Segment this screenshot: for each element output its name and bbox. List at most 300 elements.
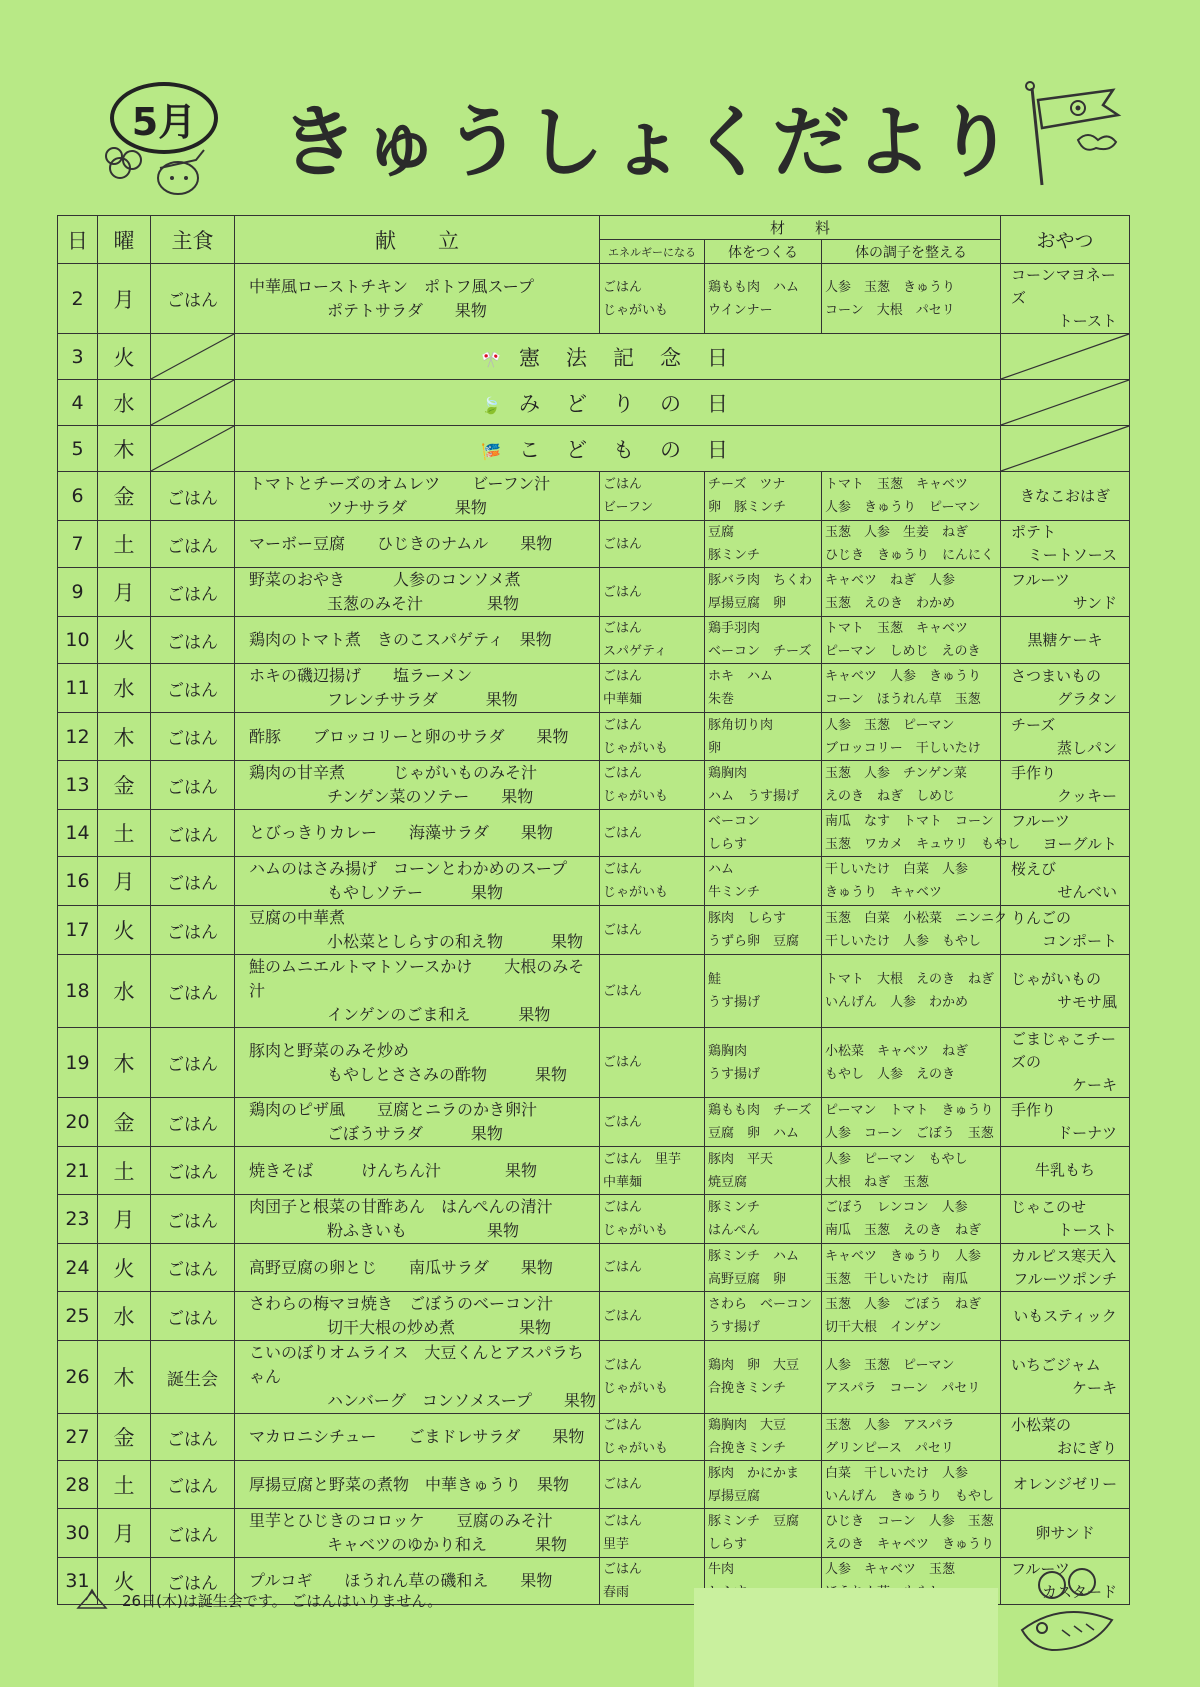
snack-line-1: 小松菜の <box>1011 1416 1072 1434</box>
snack-cell <box>1001 472 1130 521</box>
snack-line-2: おにぎり <box>1057 1439 1118 1457</box>
body-cell <box>705 761 822 810</box>
holiday-name: こどもの日 <box>518 437 754 462</box>
condition-line-2: コーン 大根 パセリ <box>825 302 955 318</box>
energy-line-1: ごはん <box>603 1418 643 1433</box>
staple-cell: ごはん <box>151 1028 235 1098</box>
weekday-cell: 土 <box>98 1147 151 1195</box>
snack-line-1: 牛乳もち <box>1035 1161 1096 1179</box>
table-row <box>58 1341 1130 1414</box>
energy-cell <box>600 761 705 810</box>
condition-line-1: 干しいたけ 白菜 人参 <box>825 862 969 877</box>
condition-line-2: コーン ほうれん草 玉葱 <box>825 692 981 707</box>
staple-cell: ごはん <box>151 264 235 334</box>
empty-snack-cell <box>1001 334 1130 380</box>
energy-line-2: 春雨 <box>603 1585 630 1600</box>
menu-line-1: さわらの梅マヨ焼き ごぼうのベーコン汁 <box>249 1294 554 1313</box>
condition-cell <box>822 761 1001 810</box>
koinobori-icon <box>1008 80 1128 190</box>
condition-line-1: ごぼう レンコン 人参 <box>825 1200 968 1215</box>
condition-line-1: キャベツ 人参 きゅうり <box>825 669 982 684</box>
snack-cell <box>1001 1509 1130 1558</box>
menu-line-1: 中華風ローストチキン ポトフ風スープ <box>249 276 534 296</box>
weekday-cell: 金 <box>98 472 151 521</box>
menu-line-1: 里芋とひじきのコロッケ 豆腐のみそ汁 <box>249 1511 553 1530</box>
header-condition: 体の調子を整える <box>822 240 1001 264</box>
body-line-2: しらす <box>708 1537 748 1552</box>
condition-cell <box>822 1244 1001 1292</box>
menu-line-1: 酢豚 ブロッコリーと卵のサラダ 果物 <box>249 726 569 746</box>
menu-cell <box>235 568 600 617</box>
energy-line-1: ごはん <box>603 766 643 781</box>
holiday-icon: 🎌 <box>481 349 501 369</box>
holiday-cell <box>235 380 1001 426</box>
condition-line-2: ピーマン しめじ えのき <box>825 644 981 659</box>
energy-line-1: ごはん <box>603 669 643 684</box>
condition-cell <box>822 472 1001 521</box>
energy-line-2: 中華麺 <box>603 1174 643 1190</box>
snack-line-1: コーンマヨネーズ <box>1011 266 1116 307</box>
snack-cell <box>1001 761 1130 810</box>
condition-line-1: キャベツ きゅうり 人参 <box>825 1248 982 1264</box>
day-cell: 21 <box>58 1147 98 1195</box>
body-cell <box>705 1244 822 1292</box>
empty-staple-cell <box>151 334 235 380</box>
energy-cell <box>600 1244 705 1292</box>
day-cell: 10 <box>58 617 98 664</box>
body-line-2: うす揚げ <box>708 995 761 1010</box>
menu-line-1: ホキの磯辺揚げ 塩ラーメン <box>249 666 473 685</box>
empty-snack-cell <box>1001 426 1130 472</box>
weekday-cell: 火 <box>98 617 151 664</box>
condition-cell <box>822 1195 1001 1244</box>
menu-cell <box>235 1461 600 1509</box>
day-cell: 6 <box>58 472 98 521</box>
weekday-cell: 水 <box>98 955 151 1028</box>
energy-line-1: ごはん <box>603 1200 643 1215</box>
menu-line-1: 焼きそば けんちん汁 果物 <box>249 1160 538 1180</box>
snack-line-1: フルーツ <box>1011 571 1070 589</box>
condition-line-1: 人参 キャベツ 玉葱 <box>825 1562 956 1577</box>
body-line-1: 豚肉 かにかま <box>708 1465 800 1481</box>
body-cell <box>705 906 822 955</box>
energy-line-1: ごはん <box>603 1514 643 1529</box>
weekday-cell: 木 <box>98 713 151 761</box>
weekday-cell: 月 <box>98 857 151 906</box>
table-row <box>58 1028 1130 1098</box>
body-line-2: しらす <box>708 837 748 852</box>
menu-cell <box>235 713 600 761</box>
page-title: きゅうしょくだより <box>280 98 1019 188</box>
snack-line-1: じゃこのせ <box>1011 1198 1087 1216</box>
snack-line-1: ごまじゃこチーズの <box>1011 1030 1117 1071</box>
body-line-1: 豚肉 平天 <box>708 1151 774 1167</box>
condition-line-1: ひじき コーン 人参 玉葱 <box>825 1514 994 1529</box>
header-body: 体をつくる <box>705 240 822 264</box>
energy-cell <box>600 1098 705 1147</box>
day-cell: 28 <box>58 1461 98 1509</box>
body-line-2: 厚揚豆腐 卵 <box>708 596 787 611</box>
condition-line-2: 切干大根 インゲン <box>825 1320 942 1335</box>
day-cell: 4 <box>58 380 98 426</box>
energy-line-2: ビーフン <box>603 500 654 515</box>
child-doodle-icon <box>100 138 220 208</box>
snack-line-1: 手作り <box>1011 764 1057 782</box>
condition-cell <box>822 664 1001 713</box>
weekday-cell: 月 <box>98 264 151 334</box>
menu-line-1: プルコギ ほうれん草の磯和え 果物 <box>249 1571 553 1590</box>
menu-line-1: 鮭のムニエルトマトソースかけ 大根のみそ汁 <box>249 957 585 1000</box>
snack-line-2: カスタード <box>1042 1583 1118 1601</box>
menu-line-2: フレンチサラダ 果物 <box>327 690 518 709</box>
condition-line-2: アスパラ コーン パセリ <box>825 1381 981 1396</box>
menu-line-1: 肉団子と根菜の甘酢あん はんぺんの清汁 <box>249 1197 553 1216</box>
day-cell: 23 <box>58 1195 98 1244</box>
staple-cell: ごはん <box>151 1244 235 1292</box>
condition-line-2: グリンピース パセリ <box>825 1441 954 1456</box>
body-cell <box>705 264 822 334</box>
condition-cell <box>822 1147 1001 1195</box>
energy-line-1: ごはん <box>603 279 643 295</box>
condition-cell <box>822 1341 1001 1414</box>
day-cell: 13 <box>58 761 98 810</box>
energy-cell <box>600 713 705 761</box>
snack-line-1: オレンジゼリー <box>1012 1475 1118 1493</box>
energy-line-1: ごはん <box>603 1562 643 1577</box>
snack-cell <box>1001 857 1130 906</box>
body-line-2: うす揚げ <box>708 1066 761 1082</box>
weekday-cell: 火 <box>98 1244 151 1292</box>
menu-cell <box>235 761 600 810</box>
menu-line-2: チンゲン菜のソテー 果物 <box>327 787 534 806</box>
body-line-2: 卵 <box>708 740 722 756</box>
menu-line-2: 小松菜としらすの和え物 果物 <box>327 932 584 951</box>
table-row <box>58 1195 1130 1244</box>
helmet-icon <box>76 1588 108 1610</box>
condition-cell <box>822 264 1001 334</box>
day-cell: 24 <box>58 1244 98 1292</box>
condition-cell <box>822 1461 1001 1509</box>
body-line-2: 合挽きミンチ <box>708 1381 787 1396</box>
day-cell: 30 <box>58 1509 98 1558</box>
snack-line-2: せんべい <box>1057 883 1118 901</box>
header-day: 日 <box>58 216 98 264</box>
menu-cell <box>235 264 600 334</box>
energy-line-1: ごはん <box>603 1358 643 1373</box>
menu-line-1: 豆腐の中華煮 <box>249 908 346 927</box>
weekday-cell: 火 <box>98 906 151 955</box>
snack-line-2: ケーキ <box>1072 1379 1118 1397</box>
body-cell <box>705 617 822 664</box>
menu-line-2: キャベツのゆかり和え 果物 <box>327 1535 568 1554</box>
energy-line-2: 里芋 <box>603 1537 630 1552</box>
table-row <box>58 713 1130 761</box>
body-line-1: 豚ミンチ <box>708 1200 761 1215</box>
body-line-1: 豚角切り肉 <box>708 717 774 733</box>
condition-line-1: トマト 大根 えのき ねぎ <box>825 972 995 987</box>
staple-cell: ごはん <box>151 568 235 617</box>
table-row <box>58 1292 1130 1341</box>
body-cell <box>705 1195 822 1244</box>
condition-line-2: 人参 きゅうり ピーマン <box>825 500 981 515</box>
menu-cell <box>235 1098 600 1147</box>
day-cell: 3 <box>58 334 98 380</box>
snack-line-1: 卵サンド <box>1035 1523 1095 1542</box>
weekday-cell: 月 <box>98 1509 151 1558</box>
staple-cell: ごはん <box>151 1558 235 1605</box>
energy-line-1: ごはん <box>603 1114 643 1130</box>
snack-line-1: フルーツ <box>1011 1560 1070 1578</box>
snack-line-1: りんごの <box>1011 909 1072 927</box>
table-row <box>58 1414 1130 1461</box>
snack-line-2: コンポート <box>1042 932 1118 950</box>
weekday-cell: 金 <box>98 1414 151 1461</box>
table-row <box>58 1244 1130 1292</box>
table-row <box>58 521 1130 568</box>
condition-line-2: えのき キャベツ きゅうり <box>825 1537 995 1552</box>
weekday-cell: 木 <box>98 1028 151 1098</box>
energy-line-1: ごはん <box>603 1308 643 1324</box>
condition-line-2: ひじき きゅうり にんにく <box>825 548 995 563</box>
snack-line-1: フルーツ <box>1011 812 1070 830</box>
header-materials: 材 料 <box>600 216 1001 240</box>
condition-line-1: 小松菜 キャベツ ねぎ <box>825 1043 969 1059</box>
holiday-icon: 🎏 <box>481 441 501 461</box>
table-row <box>58 1461 1130 1509</box>
menu-line-1: 高野豆腐の卵とじ 南瓜サラダ 果物 <box>249 1257 553 1277</box>
body-line-1: さわら ベーコン <box>708 1297 813 1312</box>
energy-line-1: ごはん <box>603 1260 643 1275</box>
menu-cell <box>235 472 600 521</box>
body-cell <box>705 955 822 1028</box>
weekday-cell: 月 <box>98 1195 151 1244</box>
menu-line-2: ツナサラダ 果物 <box>327 498 487 517</box>
condition-line-1: 玉葱 人参 生姜 ねぎ <box>825 525 969 540</box>
day-cell: 17 <box>58 906 98 955</box>
body-cell <box>705 1509 822 1558</box>
snack-cell <box>1001 713 1130 761</box>
menu-line-1: 鶏肉のトマト煮 きのこスパゲティ 果物 <box>249 630 552 649</box>
holiday-name: 憲法記念日 <box>518 345 754 370</box>
month-badge: 5月 <box>110 82 218 154</box>
holiday-name: みどりの日 <box>518 391 754 416</box>
body-line-2: 高野豆腐 卵 <box>708 1271 787 1287</box>
weekday-cell: 水 <box>98 664 151 713</box>
condition-cell <box>822 521 1001 568</box>
condition-line-1: 玉葱 白菜 小松菜 ニンニク <box>825 911 1008 926</box>
menu-line-2: インゲンのごま和え 果物 <box>327 1005 551 1024</box>
staple-cell: ごはん <box>151 1461 235 1509</box>
body-cell <box>705 1461 822 1509</box>
body-line-1: 牛肉 <box>708 1562 735 1577</box>
weekday-cell: 金 <box>98 1098 151 1147</box>
staple-cell: ごはん <box>151 1292 235 1341</box>
table-row <box>58 426 1130 472</box>
condition-line-2: 大根 ねぎ 玉葱 <box>825 1174 930 1190</box>
condition-line-2: いんげん 人参 わかめ <box>825 995 969 1010</box>
weekday-cell: 水 <box>98 380 151 426</box>
menu-line-1: こいのぼりオムライス 大豆くんとアスパラちゃん <box>249 1343 584 1386</box>
page-header <box>0 0 1200 215</box>
weekday-cell: 火 <box>98 1558 151 1605</box>
holiday-icon: 🍃 <box>481 395 501 415</box>
energy-cell <box>600 472 705 521</box>
snack-line-1: チーズ <box>1011 715 1056 734</box>
snack-line-1: きなこおはぎ <box>1020 486 1111 505</box>
condition-line-2: 玉葱 ワカメ キュウリ もやし <box>825 837 1021 852</box>
menu-cell <box>235 1509 600 1558</box>
energy-line-1: ごはん 里芋 <box>603 1151 682 1167</box>
body-line-1: 豆腐 <box>708 525 735 540</box>
day-cell: 7 <box>58 521 98 568</box>
snack-cell <box>1001 1414 1130 1461</box>
condition-cell <box>822 1292 1001 1341</box>
body-line-2: 朱巻 <box>708 692 735 707</box>
snack-cell <box>1001 1098 1130 1147</box>
energy-cell <box>600 1028 705 1098</box>
energy-cell <box>600 617 705 664</box>
menu-cell <box>235 1292 600 1341</box>
menu-line-2: 切干大根の炒め煮 果物 <box>327 1318 552 1337</box>
condition-line-2: 玉葱 干しいたけ 南瓜 <box>825 1271 969 1287</box>
menu-cell <box>235 1341 600 1414</box>
staple-cell: ごはん <box>151 955 235 1028</box>
menu-cell <box>235 1147 600 1195</box>
snack-cell <box>1001 664 1130 713</box>
menu-cell <box>235 906 600 955</box>
menu-cell <box>235 955 600 1028</box>
menu-line-1: 野菜のおやき 人参のコンソメ煮 <box>249 570 521 589</box>
body-cell <box>705 1292 822 1341</box>
weekday-cell: 土 <box>98 810 151 857</box>
body-line-1: チーズ ツナ <box>708 477 786 492</box>
body-line-2: 厚揚豆腐 <box>708 1488 761 1504</box>
body-cell <box>705 521 822 568</box>
body-line-2: 豆腐 卵 ハム <box>708 1126 800 1141</box>
condition-cell <box>822 906 1008 955</box>
snack-line-2: トースト <box>1057 1221 1118 1239</box>
body-line-1: ベーコン <box>708 814 761 829</box>
snack-cell <box>1001 1147 1130 1195</box>
weekday-cell: 火 <box>98 334 151 380</box>
staple-cell: ごはん <box>151 810 235 857</box>
snack-line-2: グラタン <box>1057 690 1118 708</box>
menu-cell <box>235 857 600 906</box>
condition-line-1: ピーマン トマト きゅうり <box>825 1103 994 1118</box>
condition-line-1: 玉葱 人参 ごぼう ねぎ <box>825 1297 982 1312</box>
energy-line-1: ごはん <box>603 1055 643 1070</box>
energy-cell <box>600 1147 705 1195</box>
staple-cell: ごはん <box>151 1098 235 1147</box>
condition-line-1: トマト 玉葱 キャベツ <box>825 621 969 636</box>
day-cell: 19 <box>58 1028 98 1098</box>
menu-line-1: 鶏肉のピザ風 豆腐とニラのかき卵汁 <box>249 1100 538 1119</box>
condition-line-2: ブロッコリー 干しいたけ <box>825 740 981 756</box>
weekday-cell: 土 <box>98 521 151 568</box>
energy-cell <box>600 857 705 906</box>
table-row <box>58 906 1130 955</box>
energy-line-1: ごはん <box>603 584 643 600</box>
staple-cell: ごはん <box>151 1195 235 1244</box>
condition-line-2: 干しいたけ 人参 もやし <box>825 934 982 949</box>
body-line-2: うずら卵 豆腐 <box>708 934 800 949</box>
body-line-2: はんぺん <box>708 1223 760 1238</box>
body-line-2: ハム うす揚げ <box>708 789 800 804</box>
energy-cell <box>600 955 705 1028</box>
energy-line-1: ごはん <box>603 621 643 636</box>
staple-cell: ごはん <box>151 713 235 761</box>
weekday-cell: 木 <box>98 426 151 472</box>
staple-cell: ごはん <box>151 521 235 568</box>
menu-line-1: マカロニシチュー ごまドレサラダ 果物 <box>249 1427 585 1446</box>
snack-line-1: 手作り <box>1011 1101 1057 1119</box>
table-row <box>58 472 1130 521</box>
body-cell <box>705 472 822 521</box>
empty-snack-cell <box>1001 380 1130 426</box>
energy-cell <box>600 664 705 713</box>
energy-cell <box>600 810 705 857</box>
condition-cell <box>822 810 1021 857</box>
header-menu: 献 立 <box>235 216 600 264</box>
menu-line-1: マーボー豆腐 ひじきのナムル 果物 <box>249 534 553 553</box>
body-line-1: 豚ミンチ ハム <box>708 1248 800 1264</box>
energy-line-1: ごはん <box>603 983 643 999</box>
snack-cell <box>1001 568 1130 617</box>
snack-line-2: フルーツポンチ <box>1013 1269 1118 1288</box>
menu-cell <box>235 1244 600 1292</box>
snack-line-2: ヨーグルト <box>1042 835 1118 853</box>
condition-line-2: もやし 人参 えのき <box>825 1066 956 1082</box>
body-line-2: 合挽きミンチ <box>708 1441 787 1456</box>
snack-cell <box>1001 1195 1130 1244</box>
snack-line-2: クッキー <box>1057 787 1118 805</box>
condition-line-2: いんげん きゅうり もやし <box>825 1488 995 1504</box>
day-cell: 27 <box>58 1414 98 1461</box>
body-cell <box>705 1028 822 1098</box>
body-line-1: 鶏胸肉 大豆 <box>708 1418 787 1433</box>
snack-line-2: 蒸しパン <box>1057 738 1118 757</box>
empty-staple-cell <box>151 380 235 426</box>
condition-line-1: 人参 玉葱 ピーマン <box>825 1358 955 1373</box>
menu-line-2: 玉葱のみそ汁 果物 <box>327 594 520 613</box>
weekday-cell: 月 <box>98 568 151 617</box>
snack-line-1: いちごジャム <box>1011 1356 1101 1374</box>
body-cell <box>705 857 822 906</box>
snack-cell <box>1001 1292 1130 1341</box>
staple-cell: ごはん <box>151 761 235 810</box>
staple-cell: ごはん <box>151 1509 235 1558</box>
menu-line-1: とびっきりカレー 海藻サラダ 果物 <box>249 823 553 842</box>
energy-cell <box>600 568 705 617</box>
menu-line-2: ごぼうサラダ 果物 <box>327 1124 503 1143</box>
body-line-1: 豚肉 しらす <box>708 911 787 926</box>
staple-cell: ごはん <box>151 472 235 521</box>
body-line-1: 鶏もも肉 チーズ <box>708 1103 812 1118</box>
body-line-2: ベーコン チーズ <box>708 644 812 659</box>
condition-cell <box>822 1028 1001 1098</box>
condition-line-1: 玉葱 人参 チンゲン菜 <box>825 766 967 781</box>
menu-cell <box>235 1195 600 1244</box>
menu-line-2: ハンバーグ コンソメスープ 果物 <box>327 1391 596 1410</box>
menu-line-2: ポテトサラダ 果物 <box>327 300 487 320</box>
weekday-cell: 金 <box>98 761 151 810</box>
body-line-1: 鶏手羽肉 <box>708 621 761 636</box>
energy-cell <box>600 1414 705 1461</box>
condition-line-1: 人参 玉葱 きゅうり <box>825 279 956 295</box>
energy-cell <box>600 906 705 955</box>
body-line-2: 牛ミンチ <box>708 885 761 900</box>
energy-line-1: ごはん <box>603 1477 643 1492</box>
